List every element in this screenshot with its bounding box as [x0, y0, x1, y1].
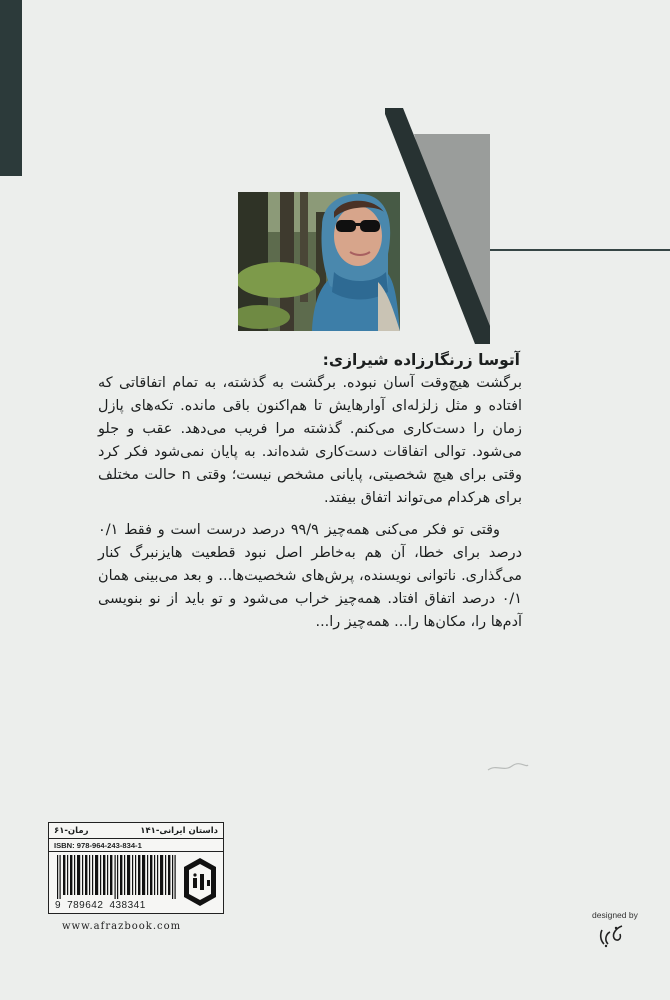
barcode — [55, 855, 177, 899]
book-info-box — [48, 822, 224, 914]
series-row — [49, 823, 223, 839]
author-photo — [238, 192, 400, 331]
barcode-area — [49, 852, 223, 913]
isbn-text: ISBN: 978-964-243-834-1 — [49, 839, 223, 852]
back-cover-blurb — [98, 348, 522, 634]
publisher-website: www.afrazbook.com — [62, 921, 182, 932]
designer-signature-logo — [596, 922, 628, 948]
blurb-paragraph: وقتی تو فکر می‌کنی همه‌چیز ۹۹/۹ درصد درست است و فقط ۰/۱ درصد برای خطا، آن هم به‌خاطر اصل نبود قطعیت هایزنبرگ کنار می‌گذاری. ناتوانی نویسنده، پرش‌های شخصیت‌ها... و بعد می‌بینی همان ۰/۱ درصد اتفاق افتاد. همه‌چیز خراب می‌شود و تو باید از نو بنویسی آدم‌ها را، مکان‌ها را... همه‌چیز را... — [98, 521, 522, 630]
barcode-digit-group: 438341 — [109, 900, 146, 911]
designed-by-label: designed by — [592, 910, 638, 920]
edge-color-strip — [0, 0, 22, 176]
novel-number-label: رمان-۶۱ — [54, 825, 89, 836]
numeral-one-graphic — [385, 108, 495, 344]
pencil-mark — [486, 762, 530, 774]
barcode-digit-group: 9 — [55, 900, 62, 911]
barcode-digits — [55, 900, 179, 911]
barcode-digit-group: 789642 — [67, 900, 104, 911]
author-name-heading: آتوسا زرنگارزاده شیرازی: — [322, 351, 520, 369]
series-label: داستان ایرانی-۱۴۱ — [140, 825, 218, 836]
horizontal-rule — [489, 249, 670, 251]
publisher-logo — [181, 856, 219, 908]
blurb-paragraph: برگشت هیچ‌وقت آسان نبوده. برگشت به گذشته، به تمام اتفاقاتی که افتاده و مثل زلزله‌ای آوارهایش تا هم‌اکنون باقی مانده. تکه‌های پازل زمان را دست‌کاری می‌کنم. گذشته مرا فریب می‌دهد. عقب و جلو می‌شود. توالی اتفاقات دست‌کاری شده‌اند. به پایان نمی‌شود فکر کرد وقتی برای هیچ شخصیتی، پایانی مشخص نیست؛ وقتی n حالت مختلف برای هرکدام می‌تواند اتفاق بیفتد. — [98, 375, 522, 507]
